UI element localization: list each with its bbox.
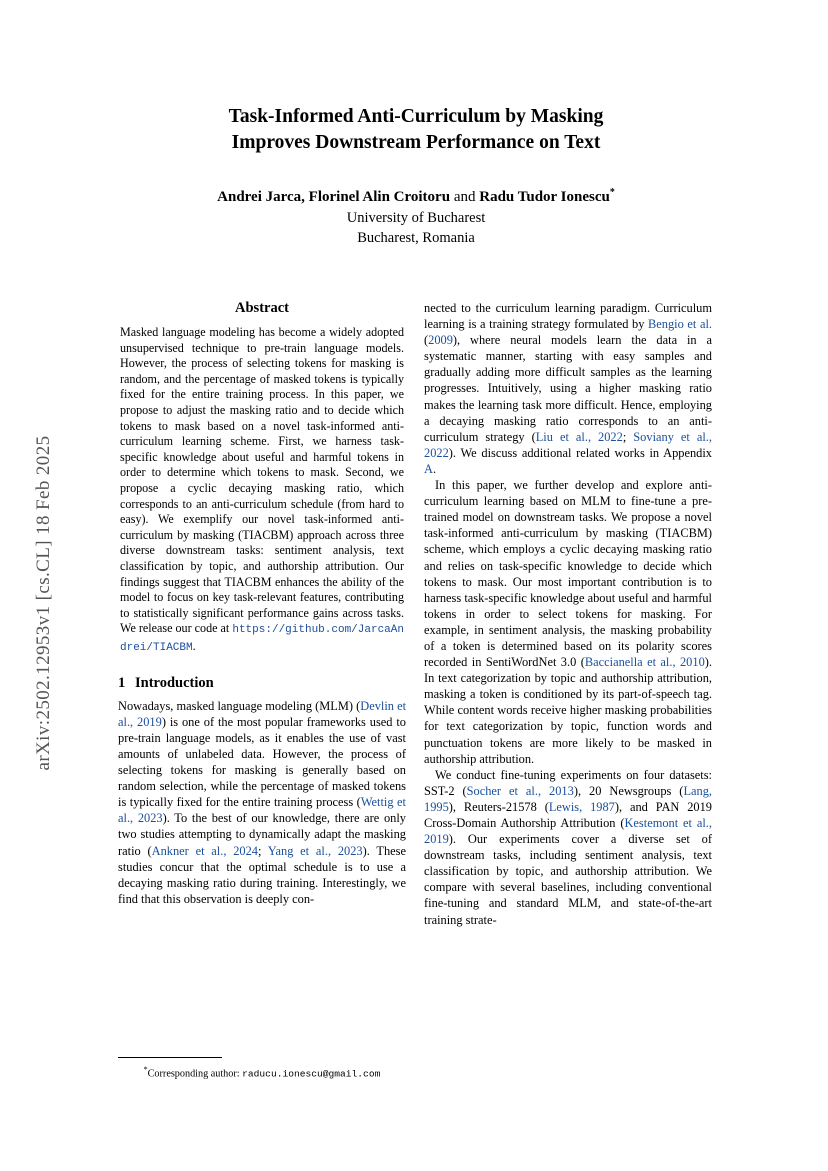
citation-link[interactable]: Liu et al., 2022 [535,429,623,444]
affiliation-line-2: Bucharest, Romania [357,230,475,246]
citation-link[interactable]: Kestemont et al., 2019 [424,816,712,847]
right-column [424,300,712,928]
abstract-text: Masked language modeling has become a widely adopted unsupervised technique to pre-train language models. However, the process of selecting tokens for masking is random, and the percentage of masked tokens is typically fixed for the entire training process. In this paper, we propose to adjust the masking ratio and to decide which tokens to mask based on a novel task-informed anti-curriculum learning scheme. First, we harness task-specific knowledge about useful and harmful tokens in order to determine which tokens to mask. Second, we propose a cyclic decaying masking ratio, which corresponds to an anti-curriculum schedule (from hard to easy). We exemplify our novel task-informed anti-curriculum by masking (TIACBM) approach across three diverse downstream tasks: sentiment analysis, text classification by topic, and authorship attribution. Our findings suggest that TIACBM enhances the ability of the model to focus on key task-relevant features, contributing to statistically significant performance gains across tasks. We release our code at [120,325,404,636]
footnote-marker: * [143,1065,148,1074]
author-group-2: Radu Tudor Ionescu [479,189,610,205]
footnote-email[interactable]: raducu.ionescu@gmail.com [242,1068,381,1080]
page-title [118,104,714,156]
title-line-1: Task-Informed Anti-Curriculum by Masking [228,106,604,127]
citation-link[interactable]: Soviany et al., 2022 [424,429,712,460]
citation-link[interactable]: Bengio et al. [648,317,712,332]
intro-paragraph-2: In this paper, we further develop and explore anti-curriculum learning based on MLM to fine-tune a pre-trained model on downstream tasks. We propose a novel task-informed anti-curriculum by masking (TIACBM) scheme, which employs a cyclic decaying masking ratio and relies on task-specific knowledge to decide which tokens to mask. Our most important contribution is to harness task-specific knowledge about useful and harmful tokens in order to select tokens for masking. For example, in sentiment analysis, the masking probability of a token is determined based on its polarity scores recorded in SentiWordNet 3.0 (Baccianella et al., 2010). In text categorization by topic and authorship attribution, masking a token is conditioned by its part-of-speech tag. While content words receive higher masking probabilities for text categorization by topic, function words and punctuation tokens are more likely to be masked in authorship attribution. [424,478,712,766]
section-heading-introduction [118,675,406,691]
abstract-body [118,325,406,656]
intro-paragraph-1-continued: nected to the curriculum learning paradigm. Curriculum learning is a training strategy formulated by Bengio et al. (2009), where neural models learn the data in a systematic manner, starting with easy samples and gradually adding more difficult samples as the learning progresses. Intuitively, using a higher masking ratio makes the learning task more difficult. Hence, employing a decaying masking ratio corresponds to an anti-curriculum strategy (Liu et al., 2022; Soviany et al., 2022). We discuss additional related works in Appendix A. [424,301,712,476]
affiliation [118,208,714,248]
footnote-separator [118,1057,222,1058]
footnote-text: Corresponding author: [147,1068,243,1080]
title-line-2: Improves Downstream Performance on Text [231,132,601,153]
abstract-text-end: . [192,638,196,653]
citation-link[interactable]: Socher et al., 2013 [466,783,574,798]
abstract-heading: Abstract [235,300,289,316]
citation-link[interactable]: Baccianella et al., 2010 [584,655,705,670]
citation-link[interactable]: A [424,461,433,476]
code-url-link[interactable]: https://github.com/JarcaAndrei/TIACBM [120,624,404,654]
author-conjunction: and [453,189,476,205]
citation-link[interactable]: Lang, 1995 [424,783,712,814]
citation-link[interactable]: Wettig et al., 2023 [118,795,406,826]
intro-paragraph-3: We conduct fine-tuning experiments on four datasets: SST-2 (Socher et al., 2013), 20 Newsgroups (Lang, 1995), Reuters-21578 (Lewis, 1987), and PAN 2019 Cross-Domain Authorship Attribution (Kestemont et al., 2019). Our experiments cover a diverse set of downstream tasks, including sentiment analysis, text classification by topic, and authorship attribution. We compare with several baselines, including conventional fine-tuning and standard MLM, and state-of-the-art training strate- [424,767,713,927]
corresponding-author-marker: * [609,187,615,198]
author-group-1: Andrei Jarca, Florinel Alin Croitoru [217,189,451,205]
section-number: 1 [118,674,126,691]
section-title: Introduction [135,674,214,691]
citation-link[interactable]: Lewis, 1987 [548,799,615,814]
arxiv-identifier-stamp: arXiv:2502.12953v1 [cs.CL] 18 Feb 2025 [33,435,54,771]
left-column [118,300,406,907]
footnote-corresponding-author [118,1063,406,1081]
citation-link[interactable]: Ankner et al., 2024 [151,843,259,858]
affiliation-line-1: University of Bucharest [346,210,486,226]
author-list [118,182,714,208]
citation-link[interactable]: Yang et al., 2023 [267,843,363,858]
citation-link[interactable]: Devlin et al., 2019 [118,698,407,729]
citation-link[interactable]: 2009 [428,333,453,348]
intro-paragraph-1: Nowadays, masked language modeling (MLM) (Devlin et al., 2019) is one of the most popular frameworks used to pre-train language models, as it enables the use of vast amounts of unlabeled data. However, the process of selecting tokens for masking is generally based on random selection, while the percentage of masked tokens is typically fixed for the entire training process (Wettig et al., 2023). To the best of our knowledge, there are only two studies attempting to dynamically adapt the masking ratio (Ankner et al., 2024; Yang et al., 2023). These studies concur that the optimal schedule is to use a decaying masking ratio during training. Interestingly, we find that this observation is deeply con- [118,698,407,906]
